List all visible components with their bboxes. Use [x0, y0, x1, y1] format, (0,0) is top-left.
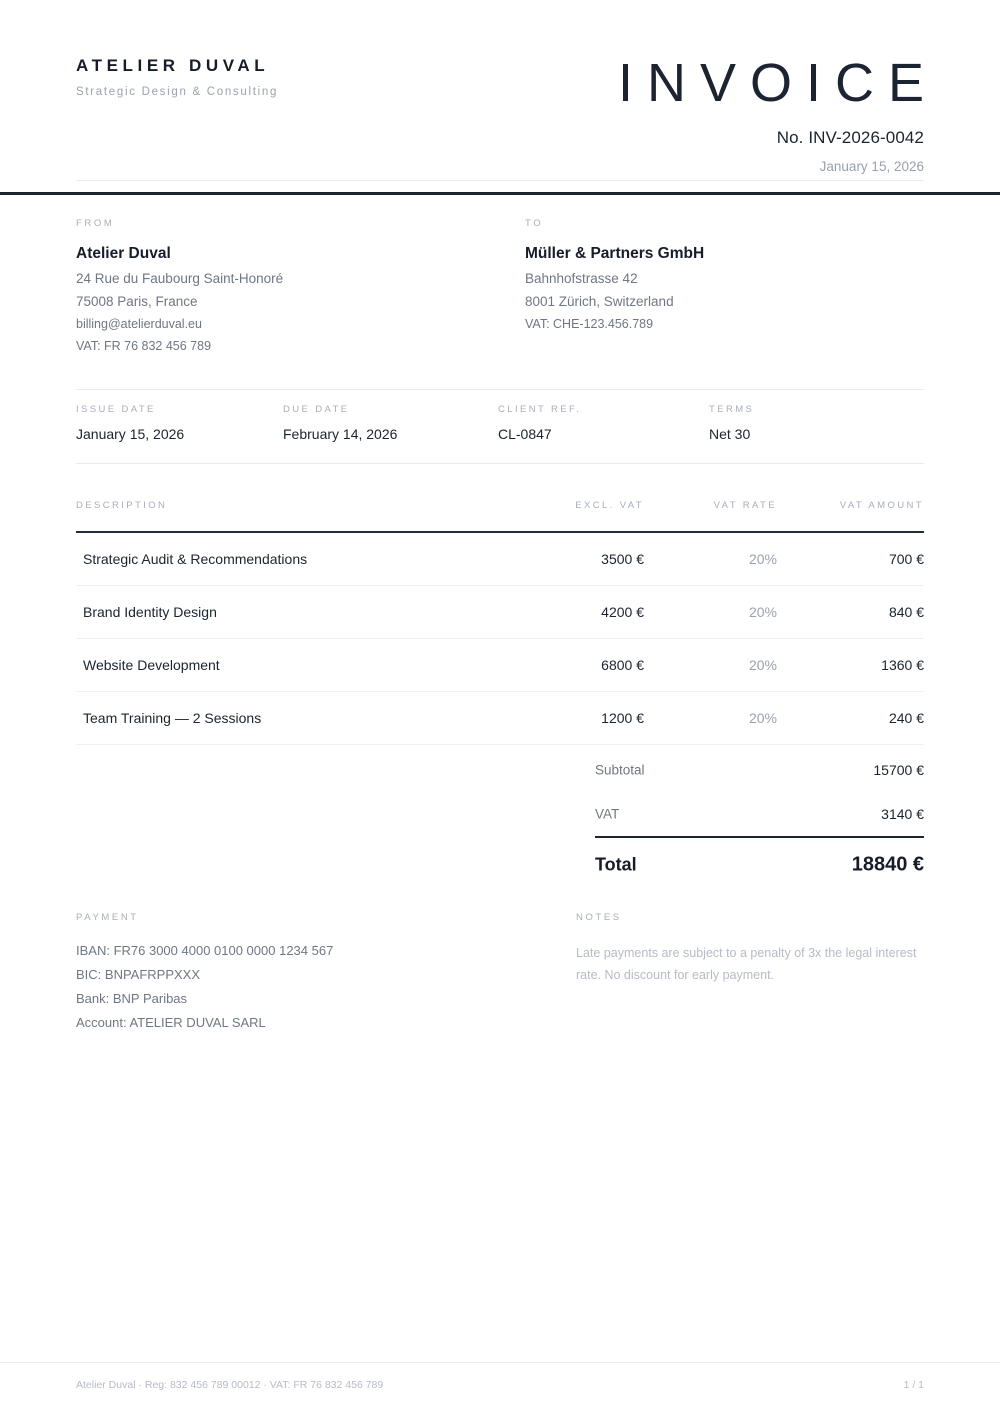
meta-client-ref [498, 404, 581, 442]
meta-client-ref-value: CL-0847 [498, 426, 552, 442]
meta-bottom-divider [76, 463, 924, 464]
invoice-date: January 15, 2026 [819, 159, 924, 174]
notes-label: NOTES [576, 912, 622, 923]
footer-legal-text: Atelier Duval · Reg: 832 456 789 00012 · VAT: FR 76 832 456 789 [76, 1379, 384, 1391]
from-address-line-2: 75008 Paris, France [76, 294, 198, 309]
row-vat-rate: 20% [748, 604, 777, 620]
parties-section [76, 218, 924, 353]
brand-tagline: Strategic Design & Consulting [76, 86, 279, 99]
row-excl-vat: 3500 € [601, 551, 644, 567]
table-row [76, 533, 924, 586]
vat-value: 3140 € [881, 806, 924, 822]
row-description: Website Development [83, 657, 220, 673]
totals-section [595, 748, 924, 892]
row-vat-rate: 20% [748, 657, 777, 673]
invoice-footer [76, 1379, 924, 1391]
row-description: Brand Identity Design [83, 604, 217, 620]
header-accent-bar [0, 192, 1000, 195]
row-vat-amount: 1360 € [881, 657, 924, 673]
from-name: Atelier Duval [76, 245, 171, 262]
subtotal-label: Subtotal [595, 762, 645, 778]
notes-text: Late payments are subject to a penalty of 3x the legal interest rate. No discount for early payment. [576, 946, 917, 982]
header-hairline-divider [76, 180, 924, 181]
brand-block [76, 56, 278, 98]
payment-iban: IBAN: FR76 3000 4000 0100 0000 1234 567 [76, 943, 334, 958]
brand-name: ATELIER DUVAL [76, 56, 270, 75]
from-vat: VAT: FR 76 832 456 789 [76, 339, 212, 353]
footer-page-number: 1 / 1 [903, 1379, 924, 1391]
payment-account: Account: ATELIER DUVAL SARL [76, 1015, 266, 1030]
footer-divider [0, 1362, 1000, 1363]
to-address-line-2: 8001 Zürich, Switzerland [525, 294, 674, 309]
to-name: Müller & Partners GmbH [525, 245, 705, 262]
from-address-line-1: 24 Rue du Faubourg Saint-Honoré [76, 271, 284, 286]
row-vat-rate: 20% [748, 710, 777, 726]
subtotal-row [595, 748, 924, 792]
vat-label: VAT [595, 806, 620, 822]
page-title: INVOICE [617, 53, 938, 113]
to-address-line-1: Bahnhofstrasse 42 [525, 271, 638, 286]
row-vat-amount: 240 € [888, 710, 924, 726]
row-vat-amount: 840 € [888, 604, 924, 620]
invoice-number: No. INV-2026-0042 [776, 128, 924, 147]
meta-client-ref-label: CLIENT REF. [498, 404, 582, 415]
from-label: FROM [76, 218, 115, 229]
meta-issue-date-label: ISSUE DATE [76, 404, 156, 415]
row-excl-vat: 4200 € [601, 604, 644, 620]
from-email: billing@atelierduval.eu [76, 317, 202, 331]
grand-total-value: 18840 € [851, 853, 924, 876]
meta-terms [709, 404, 754, 442]
meta-top-divider [76, 389, 924, 390]
meta-issue-date-value: January 15, 2026 [76, 426, 185, 442]
vat-row [595, 792, 924, 836]
meta-due-date [283, 404, 397, 442]
table-row [76, 586, 924, 639]
column-header-vat-rate: VAT RATE [713, 500, 777, 511]
meta-section [76, 404, 924, 454]
meta-terms-label: TERMS [709, 404, 755, 415]
table-row [76, 692, 924, 745]
payment-bank: Bank: BNP Paribas [76, 991, 188, 1006]
notes-section [576, 912, 926, 986]
table-header-row [76, 500, 924, 531]
grand-total-row [595, 838, 924, 892]
to-label: TO [525, 218, 544, 229]
line-items-table [76, 500, 924, 745]
row-description: Team Training — 2 Sessions [83, 710, 262, 726]
payment-label: PAYMENT [76, 912, 139, 923]
table-row [76, 639, 924, 692]
to-vat: VAT: CHE-123.456.789 [525, 317, 654, 331]
column-header-vat-amount: VAT AMOUNT [839, 500, 924, 511]
from-block [76, 218, 500, 353]
row-vat-rate: 20% [748, 551, 777, 567]
row-description: Strategic Audit & Recommendations [83, 551, 308, 567]
row-excl-vat: 1200 € [601, 710, 644, 726]
meta-due-date-label: DUE DATE [283, 404, 350, 415]
to-block [525, 218, 704, 331]
column-header-description: DESCRIPTION [76, 500, 168, 511]
payment-section [76, 912, 506, 1030]
row-vat-amount: 700 € [888, 551, 924, 567]
subtotal-value: 15700 € [873, 762, 924, 778]
invoice-header [76, 53, 938, 174]
meta-issue-date [76, 404, 184, 442]
row-excl-vat: 6800 € [601, 657, 644, 673]
meta-due-date-value: February 14, 2026 [283, 426, 398, 442]
grand-total-label: Total [595, 854, 637, 875]
column-header-excl-vat: EXCL. VAT [575, 500, 644, 511]
payment-bic: BIC: BNPAFRPPXXX [76, 967, 201, 982]
invoice-title-block [617, 53, 938, 174]
meta-terms-value: Net 30 [709, 426, 751, 442]
